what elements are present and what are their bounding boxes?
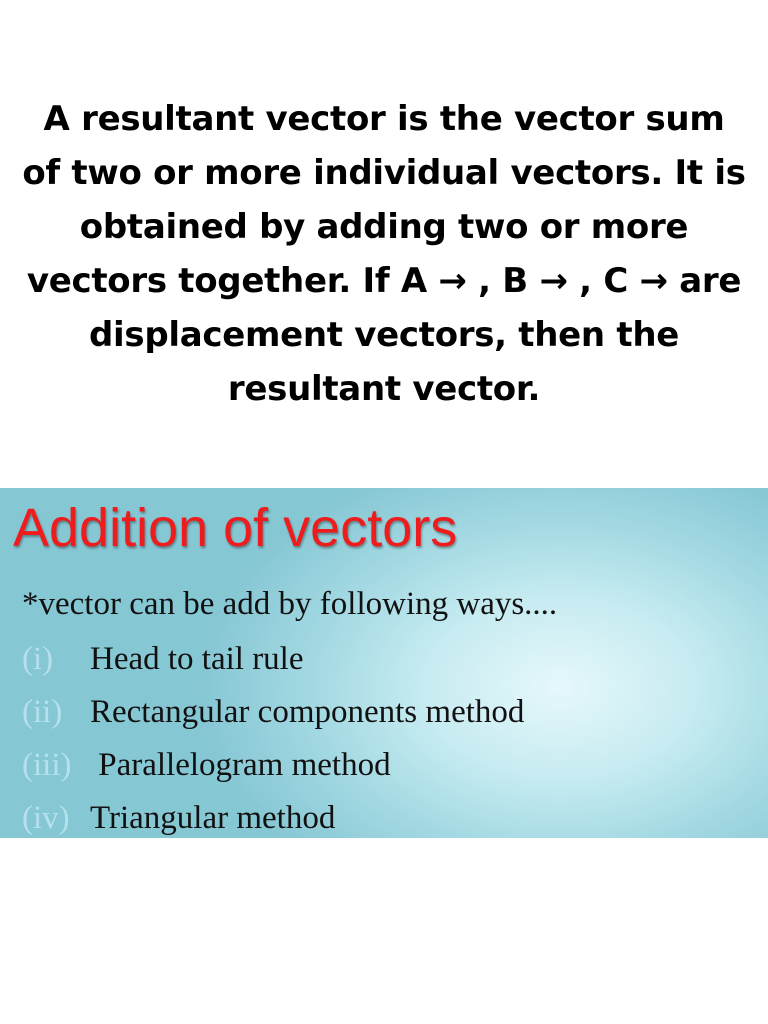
intro-paragraph [0, 92, 768, 416]
intro-line: vectors together. If A → , B → , C → are [26, 261, 742, 301]
method-numeral: (i) [22, 641, 54, 677]
intro-line: A resultant vector is the vector sum [43, 99, 725, 139]
slide-title: Addition of vectors [13, 498, 458, 558]
method-item-head-to-tail [22, 634, 304, 684]
intro-line: obtained by adding two or more [79, 207, 689, 247]
method-item-triangular [22, 793, 335, 838]
method-item-rectangular [22, 687, 524, 737]
method-numeral: (ii) [22, 694, 63, 730]
method-label: Rectangular components method [90, 694, 525, 730]
addition-of-vectors-slide [0, 488, 768, 838]
slide-subtitle: *vector can be add by following ways.... [22, 586, 558, 622]
method-numeral: (iii) [22, 747, 72, 783]
method-label: Triangular method [90, 800, 336, 836]
intro-line: resultant vector. [227, 369, 541, 409]
method-item-parallelogram [22, 740, 391, 790]
intro-line: displacement vectors, then the [89, 315, 679, 355]
intro-line: of two or more individual vectors. It is [22, 153, 746, 193]
method-numeral: (iv) [22, 800, 70, 836]
method-label: Head to tail rule [90, 641, 304, 677]
method-label: Parallelogram method [90, 747, 391, 783]
